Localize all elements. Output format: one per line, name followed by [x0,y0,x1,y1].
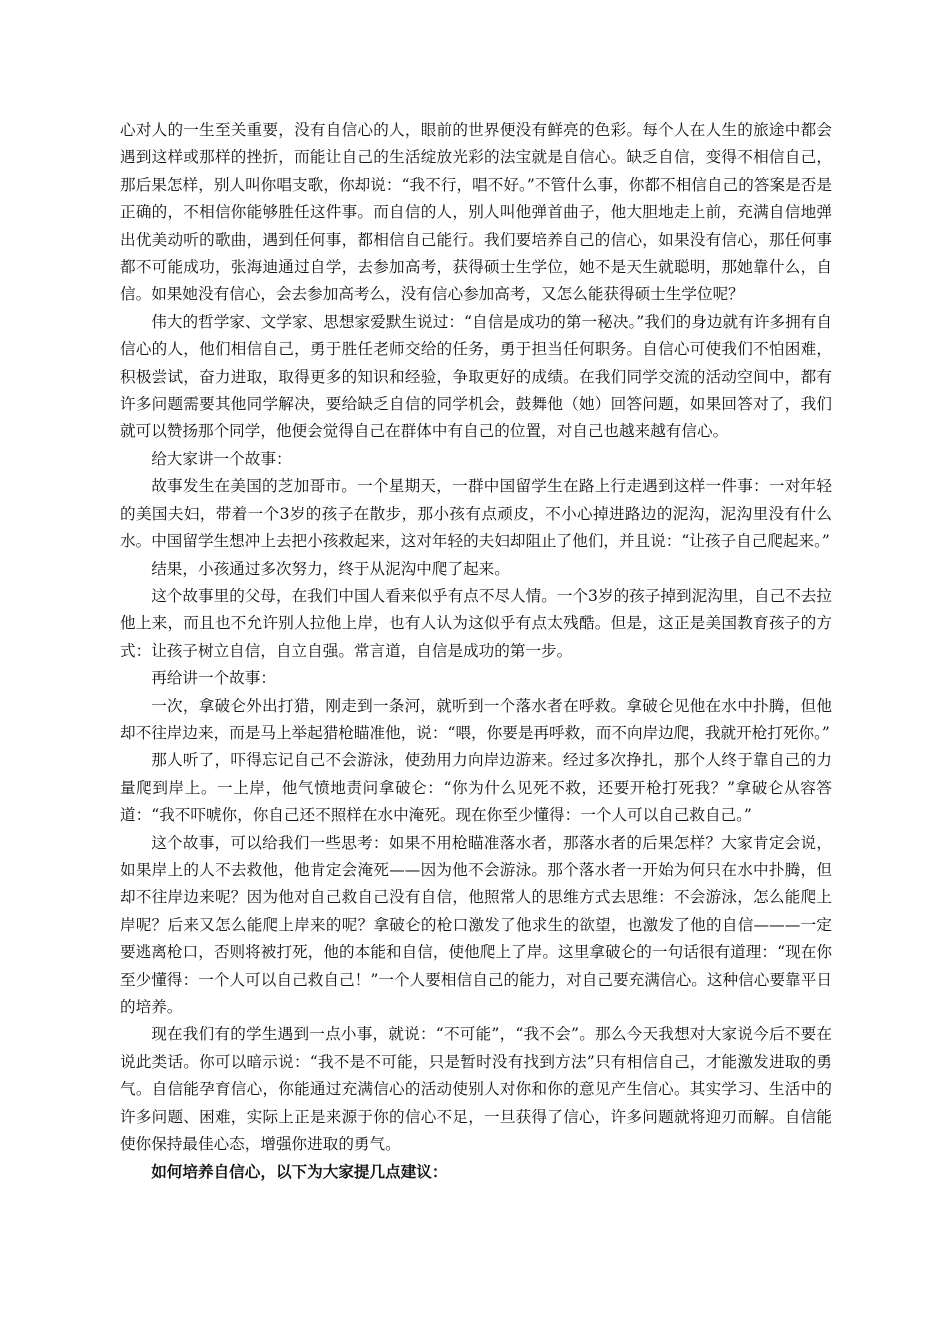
paragraph-story-intro: 给大家讲一个故事： [151,449,292,468]
paragraph-story-result: 结果，小孩通过多次努力，终于从泥沟中爬了起来。 [151,559,510,578]
paragraph-napoleon-reflection: 这个故事，可以给我们一些思考：如果不用枪瞄准落水者，那落水者的后果怎样？大家肯定会说，如果岸上的人不去救他，他肯定会淹死——因为他不会游泳。那个落水者一开始为何只在水中扑腾，但却不往岸边来呢？因为他对自己救自己没有自信，他照常人的思维方式去思维：不会游泳，怎么能爬上岸呢？后来又怎么能爬上岸来的呢？拿破仑的枪口激发了他求生的欲望，也激发了他的自信———一定要逃离枪口，否则将被打死，他的本能和自信，使他爬上了岸。这里拿破仑的一句话很有道理：“现在你至少懂得：一个人可以自己救自己！”一个人要相信自己的能力，对自己要充满信心。这种信心要靠平日的培养。 [120,833,832,1016]
section-heading-suggestions: 如何培养自信心，以下为大家提几点建议： [151,1162,448,1182]
paragraph-napoleon-rescue: 那人听了，吓得忘记自己不会游泳，使劲用力向岸边游来。经过多次挣扎，那个人终于靠自己的力量爬到岸上。一上岸，他气愤地责问拿破仑：“你为什么见死不救，还要开枪打死我？”拿破仑从容答道：“我不吓唬你，你自己还不照样在水中淹死。现在你至少懂得：一个人可以自己救自己。” [120,751,832,825]
document-page [120,117,832,1186]
paragraph-chicago-story: 故事发生在美国的芝加哥市。一个星期天，一群中国留学生在路上行走遇到这样一件事：一对年轻的美国夫妇，带着一个3岁的孩子在散步，那小孩有点顽皮，不小心掉进路边的泥沟，泥沟里没有什么水。中国留学生想冲上去把小孩救起来，这对年轻的夫妇却阻止了他们，并且说：“让孩子自己爬起来。” [120,477,832,551]
paragraph-emerson-quote: 伟大的哲学家、文学家、思想家爱默生说过：“自信是成功的第一秘决。”我们的身边就有许多拥有自信心的人，他们相信自己，勇于胜任老师交给的任务，勇于担当任何职务。自信心可使我们不怕困难，积极尝试，奋力进取，取得更多的知识和经验，争取更好的成绩。在我们同学交流的活动空间中，都有许多问题需要其他同学解决，要给缺乏自信的同学机会，鼓舞他（她）回答问题，如果回答对了，我们就可以赞扬那个同学，他便会觉得自己在群体中有自己的位置，对自己也越来越有信心。 [120,312,832,441]
paragraph-self-confidence-importance: 心对人的一生至关重要，没有自信心的人，眼前的世界便没有鲜亮的色彩。每个人在人生的旅途中都会遇到这样或那样的挫折，而能让自己的生活绽放光彩的法宝就是自信心。缺乏自信，变得不相信自己，那后果怎样，别人叫你唱支歌，你却说：“我不行，唱不好。”不管什么事，你都不相信自己的答案是否是正确的，不相信你能够胜任这件事。而自信的人，别人叫他弹首曲子，他大胆地走上前，充满自信地弹出优美动听的歌曲，遇到任何事，都相信自己能行。我们要培养自己的信心，如果没有信心，那任何事都不可能成功，张海迪通过自学，去参加高考，获得硕士生学位，她不是天生就聪明，那她靠什么，自信。如果她没有信心，会去参加高考么，没有信心参加高考，又怎么能获得硕士生学位呢？ [120,121,832,304]
paragraph-second-story-intro: 再给讲一个故事： [151,669,276,688]
paragraph-students-advice: 现在我们有的学生遇到一点小事，就说：“不可能”，“我不会”。那么今天我想对大家说今后不要在说此类话。你可以暗示说：“我不是不可能，只是暂时没有找到方法”只有相信自己，才能激发进取的勇气。自信能孕育信心，你能通过充满信心的活动使别人对你和你的意见产生信心。其实学习、生活中的许多问题、困难，实际上正是来源于你的信心不足，一旦获得了信心，许多问题就将迎刃而解。自信能使你保持最佳心态，增强你进取的勇气。 [120,1025,832,1154]
paragraph-napoleon-story: 一次，拿破仑外出打猎，刚走到一条河，就听到一个落水者在呼救。拿破仑见他在水中扑腾，但他却不往岸边来，而是马上举起猎枪瞄准他，说：“喂，你要是再呼救，而不向岸边爬，我就开枪打死你。” [120,696,832,742]
paragraph-story-commentary: 这个故事里的父母，在我们中国人看来似乎有点不尽人情。一个3岁的孩子掉到泥沟里，自己不去拉他上来，而且也不允许别人拉他上岸，也有人认为这似乎有点太残酷。但是，这正是美国教育孩子的方式：让孩子树立自信，自立自强。常言道，自信是成功的第一步。 [120,586,832,660]
